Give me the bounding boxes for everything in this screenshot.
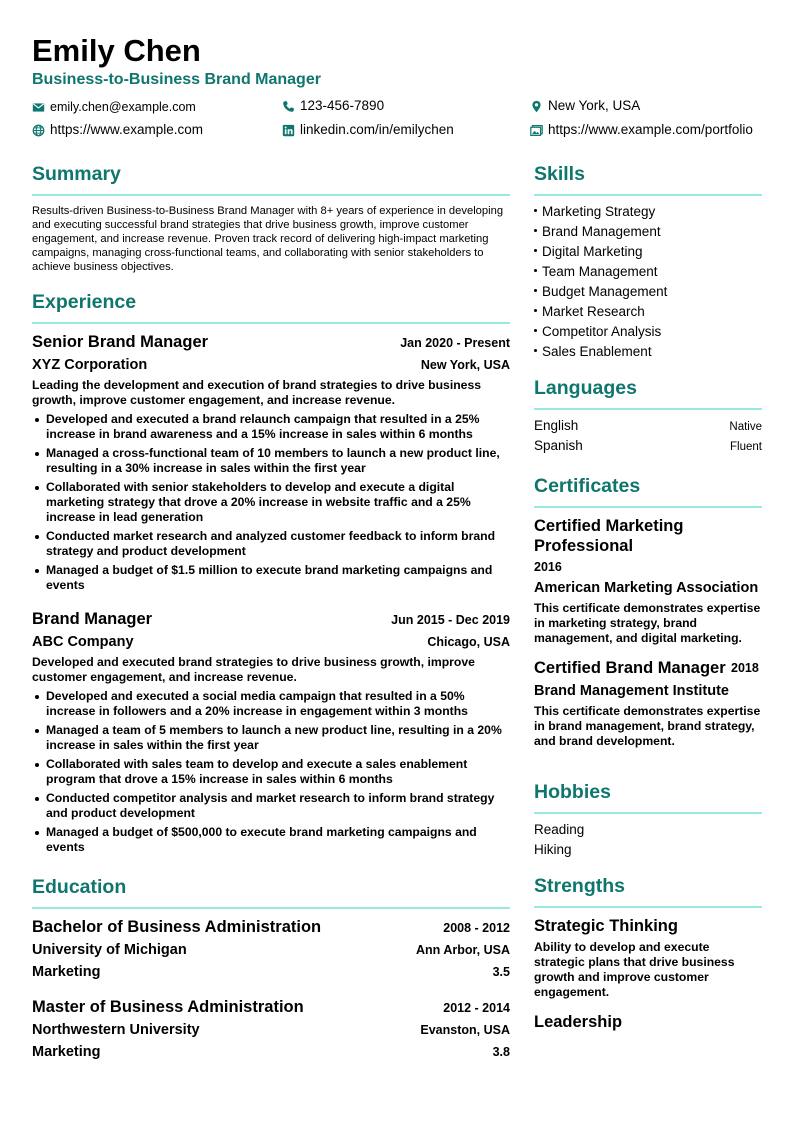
linkedin-text: linkedin.com/in/emilychen — [300, 122, 454, 137]
certificate-description: This certificate demonstrates expertise in brand management, brand strategy, and brand development. — [534, 704, 761, 748]
skills-heading: Skills — [534, 163, 585, 185]
certificate-year: 2018 — [731, 661, 759, 675]
job-bullet: Managed a cross-functional team of 10 members to launch a new product line, resulting in a 30% increase in sales within the first year — [32, 446, 512, 476]
job-bullet: Managed a budget of $1.5 million to execute brand marketing campaigns and events — [32, 563, 512, 593]
skill-item: Sales Enablement — [534, 342, 762, 362]
job-location: New York, USA — [420, 358, 510, 372]
education-location: Ann Arbor, USA — [416, 943, 510, 957]
certificate-description: This certificate demonstrates expertise in marketing strategy, brand management, and digital marketing. — [534, 601, 761, 645]
languages-divider — [534, 408, 762, 410]
certificate-name: Certified Brand Manager — [534, 659, 726, 677]
education-gpa: 3.5 — [492, 965, 510, 979]
globe-icon — [32, 124, 45, 137]
language-row — [534, 438, 762, 453]
candidate-name: Emily Chen — [32, 33, 201, 68]
languages-heading: Languages — [534, 377, 637, 399]
certificate-name: Certified Marketing Professional — [534, 517, 684, 555]
strength-name: Leadership — [534, 1013, 623, 1031]
certificates-heading: Certificates — [534, 475, 641, 497]
strength-description: Ability to develop and execute strategic plans that drive business growth and improve customer engagement. — [534, 940, 735, 999]
education-dates: 2012 - 2014 — [443, 1001, 510, 1015]
language-name: English — [534, 418, 579, 433]
contact-portfolio[interactable] — [530, 122, 753, 138]
education-school: University of Michigan — [32, 942, 187, 958]
hobbies-divider — [534, 812, 762, 814]
education-field-row — [32, 1043, 510, 1061]
skill-item: Competitor Analysis — [534, 322, 762, 342]
job-company: XYZ Corporation — [32, 357, 148, 373]
email-text: emily.chen@example.com — [50, 100, 196, 114]
contact-phone[interactable] — [282, 98, 384, 114]
experience-divider — [32, 322, 510, 324]
strengths-heading: Strengths — [534, 875, 626, 897]
education-location: Evanston, USA — [420, 1023, 510, 1037]
contact-website[interactable] — [32, 122, 203, 138]
website-text: https://www.example.com — [50, 122, 204, 137]
job-company-row — [32, 633, 510, 651]
education-gpa: 3.8 — [492, 1045, 510, 1059]
job-bullet: Collaborated with senior stakeholders to develop and execute a digital marketing strategy that drove a 20% increase in website traffic and a 25% increase in lead generation — [32, 480, 512, 525]
location-text: New York, USA — [548, 98, 641, 113]
envelope-icon — [32, 101, 45, 114]
skill-item: Digital Marketing — [534, 242, 762, 262]
candidate-title: Business-to-Business Brand Manager — [32, 71, 321, 88]
job-header — [32, 609, 510, 629]
job-bullet: Conducted market research and analyzed customer feedback to inform brand strategy and product development — [32, 529, 512, 559]
job-dates: Jun 2015 - Dec 2019 — [391, 613, 510, 627]
job-header — [32, 332, 510, 352]
skill-item: Brand Management — [534, 222, 762, 242]
education-school-row — [32, 1021, 510, 1039]
map-pin-icon — [530, 100, 543, 113]
certificates-divider — [534, 506, 762, 508]
hobby-item: Reading — [534, 822, 585, 837]
education-school-row — [32, 941, 510, 959]
job-description: Leading the development and execution of brand strategies to drive business growth, improve customer engagement, and increase revenue. — [32, 378, 481, 407]
job-bullet: Managed a budget of $500,000 to execute brand marketing campaigns and events — [32, 825, 512, 855]
language-level: Fluent — [730, 441, 762, 453]
job-role: Brand Manager — [32, 610, 153, 628]
skills-list — [534, 202, 762, 362]
skill-item: Marketing Strategy — [534, 202, 762, 222]
job-bullet: Managed a team of 5 members to launch a new product line, resulting in a 20% increase in sales within the first year — [32, 723, 512, 753]
education-degree: Bachelor of Business Administration — [32, 918, 322, 936]
job-bullet: Conducted competitor analysis and market research to inform brand strategy and product development — [32, 791, 512, 821]
contact-location — [530, 98, 640, 114]
education-dates: 2008 - 2012 — [443, 921, 510, 935]
job-description: Developed and executed brand strategies to drive business growth, improve customer engagement, and increase revenue. — [32, 655, 475, 684]
language-level: Native — [729, 421, 762, 433]
summary-divider — [32, 194, 510, 196]
skill-item: Team Management — [534, 262, 762, 282]
education-school: Northwestern University — [32, 1022, 200, 1038]
certificate-year: 2016 — [534, 560, 562, 574]
summary-text: Results-driven Business-to-Business Brand Manager with 8+ years of experience in developing and executing successful brand strategies that drive business growth, improve customer engagement, and increase revenue. Proven track record of delivering high-impact marketing campaigns, managing cross-functional teams, and collaborating with senior stakeholders to achieve business objectives. — [32, 205, 504, 273]
job-bullet: Collaborated with sales team to develop and execute a sales enablement program that drove a 15% increase in sales within 6 months — [32, 757, 512, 787]
education-field: Marketing — [32, 964, 101, 980]
portfolio-text: https://www.example.com/portfolio — [548, 122, 753, 137]
portfolio-icon — [530, 124, 543, 137]
job-bullet-list — [32, 689, 512, 859]
education-heading: Education — [32, 876, 127, 898]
job-company-row — [32, 356, 510, 374]
job-role: Senior Brand Manager — [32, 333, 209, 351]
skill-item: Market Research — [534, 302, 762, 322]
summary-heading: Summary — [32, 163, 121, 185]
language-name: Spanish — [534, 438, 583, 453]
education-degree-row — [32, 917, 510, 937]
strengths-divider — [534, 906, 762, 908]
job-company: ABC Company — [32, 634, 134, 650]
certificate-org: American Marketing Association — [534, 580, 759, 596]
education-degree: Master of Business Administration — [32, 998, 304, 1016]
education-field: Marketing — [32, 1044, 101, 1060]
skill-item: Budget Management — [534, 282, 762, 302]
job-bullet-list — [32, 412, 512, 597]
education-divider — [32, 907, 510, 909]
hobbies-heading: Hobbies — [534, 781, 611, 803]
experience-heading: Experience — [32, 291, 137, 313]
hobby-item: Hiking — [534, 842, 572, 857]
contact-linkedin[interactable] — [282, 122, 454, 138]
strength-name: Strategic Thinking — [534, 917, 678, 935]
job-location: Chicago, USA — [427, 635, 510, 649]
contact-email[interactable] — [32, 99, 196, 115]
skills-divider — [534, 194, 762, 196]
job-bullet: Developed and executed a social media campaign that resulted in a 50% increase in followers and a 20% increase in engagement within 3 months — [32, 689, 512, 719]
phone-icon — [282, 100, 295, 113]
language-row — [534, 418, 762, 433]
education-field-row — [32, 963, 510, 981]
job-dates: Jan 2020 - Present — [400, 336, 510, 350]
education-degree-row — [32, 997, 510, 1017]
phone-text: 123-456-7890 — [300, 98, 385, 113]
certificate-org: Brand Management Institute — [534, 683, 729, 699]
linkedin-icon — [282, 124, 295, 137]
job-bullet: Developed and executed a brand relaunch campaign that resulted in a 25% increase in brand awareness and a 15% increase in sales within 6 months — [32, 412, 512, 442]
